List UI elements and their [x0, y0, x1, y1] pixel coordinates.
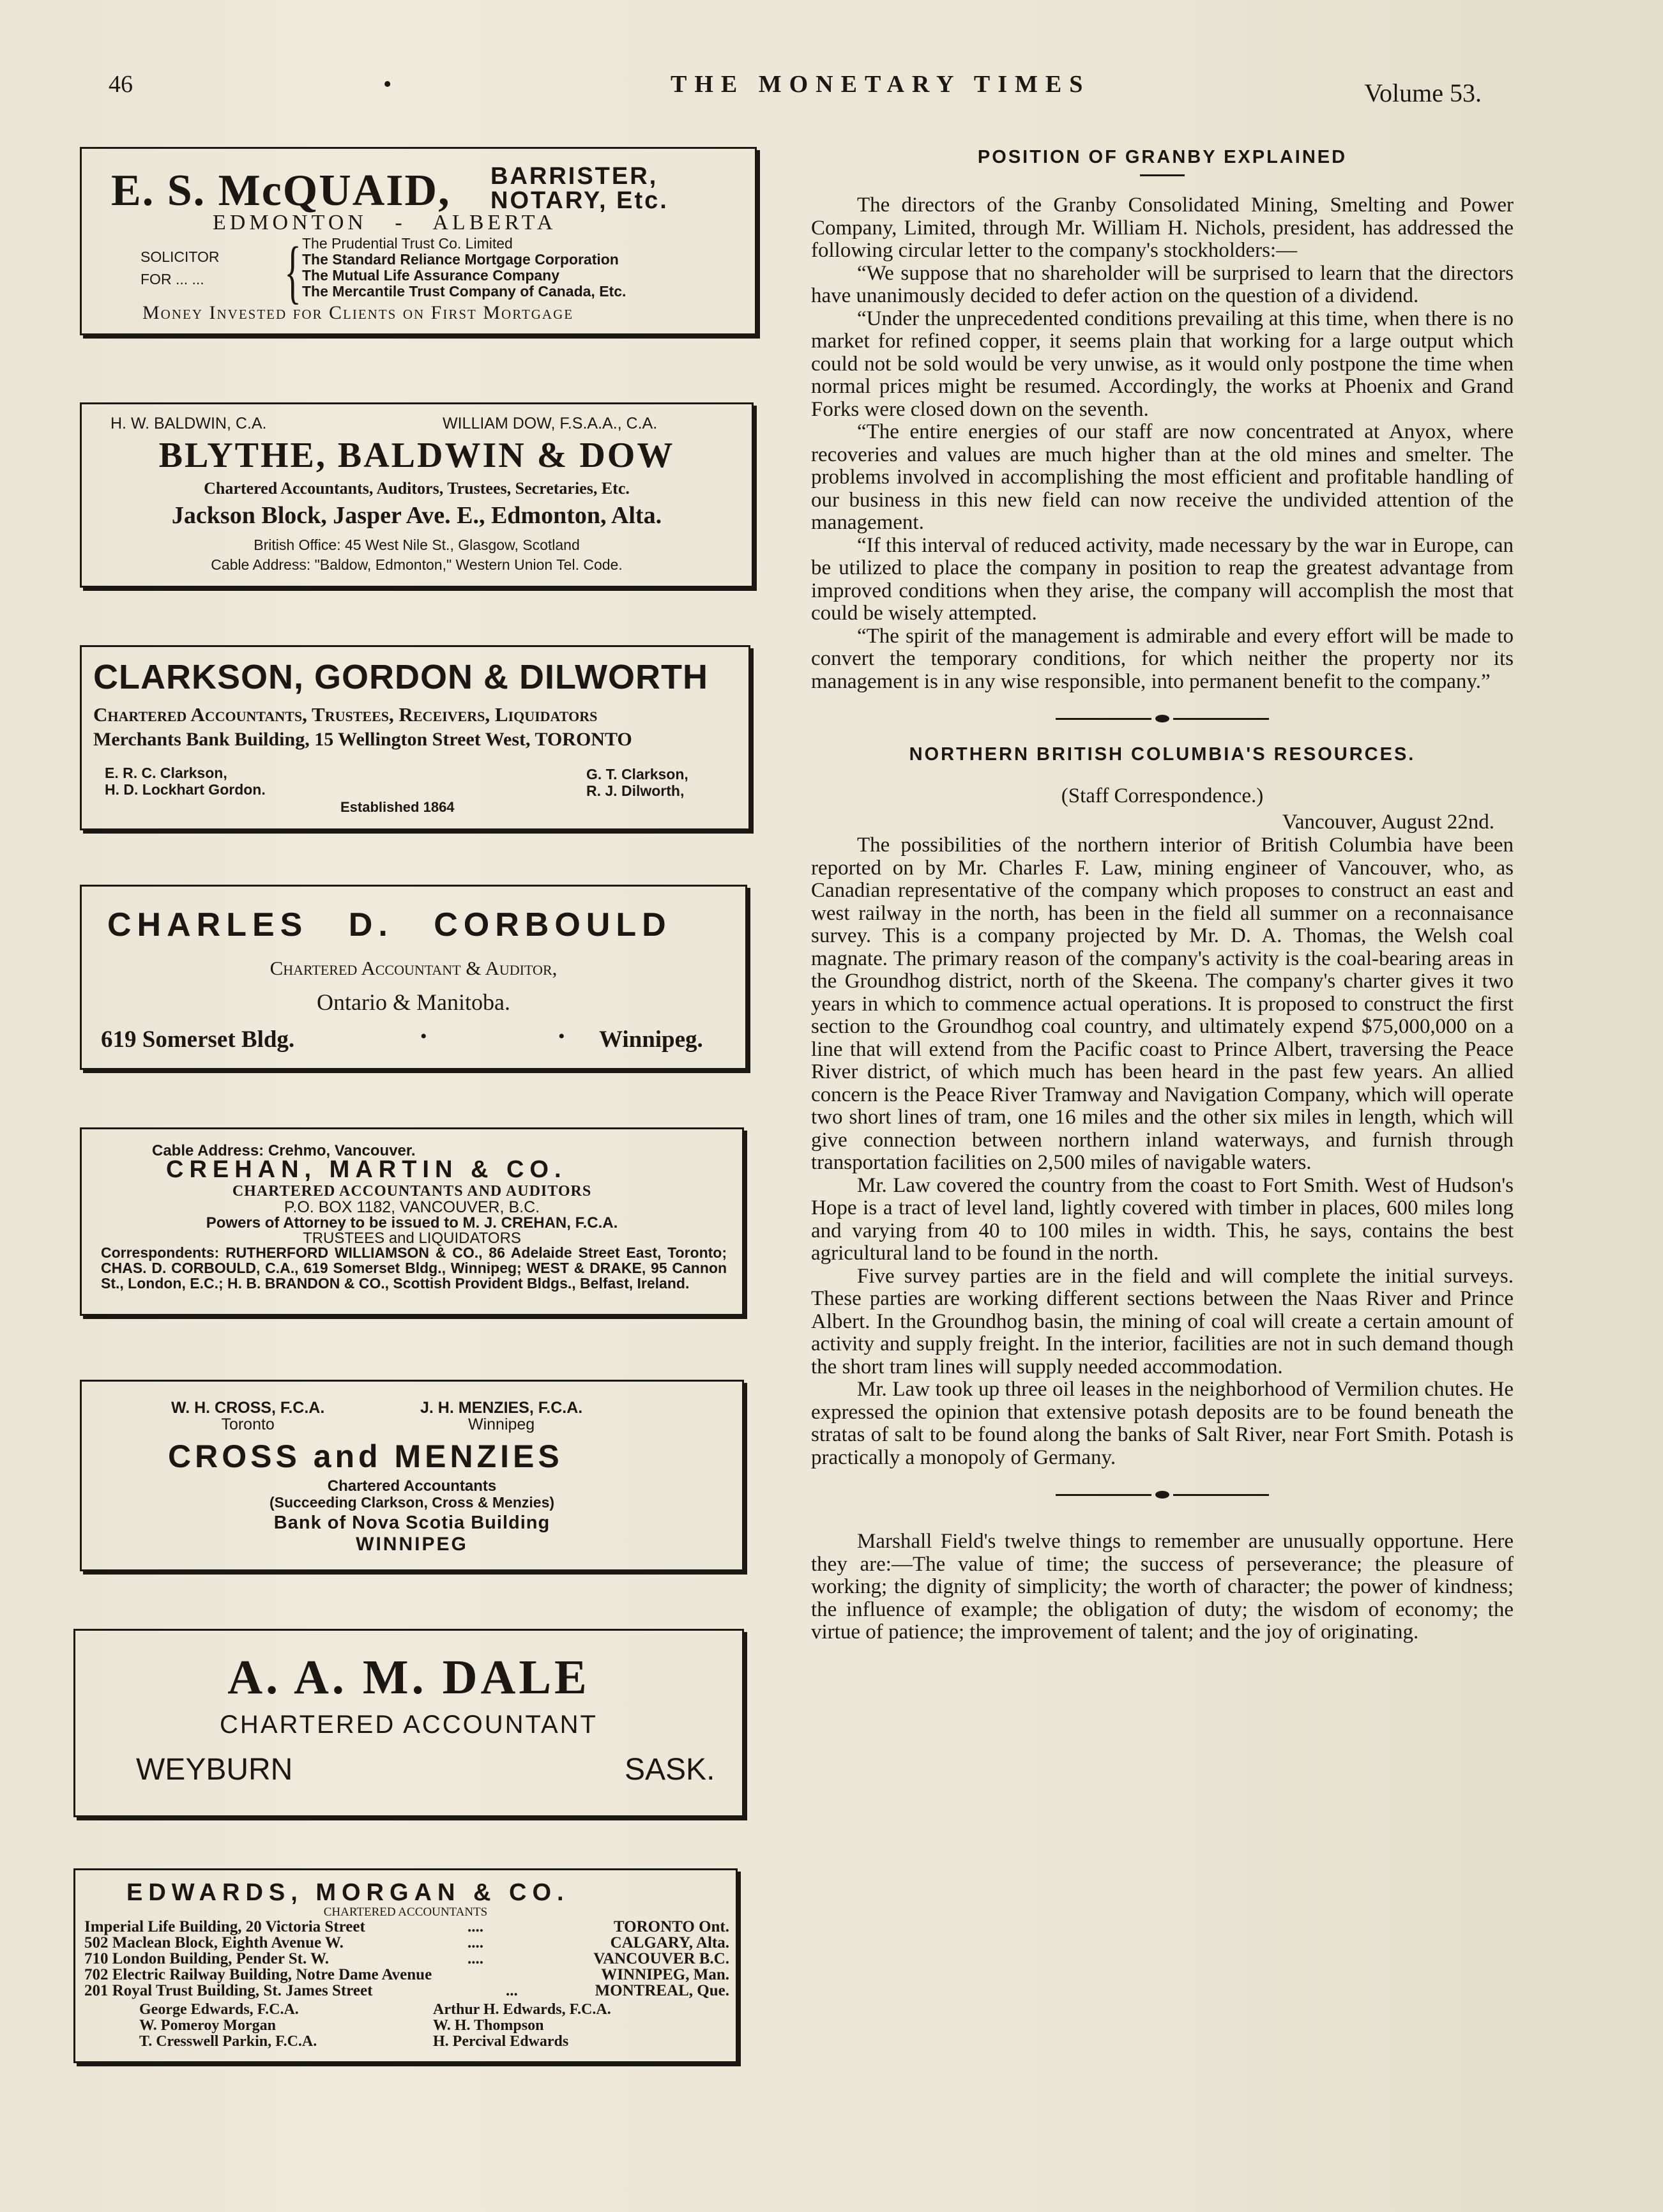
office-row: [84, 1983, 729, 1999]
article-paragraph: “If this interval of reduced activity, made necessary by the war in Europe, can be utilized to place the company in position to reap the greatest advantage from improved conditions when they arise, the company will accomplish the most that could be wisely attempted.: [811, 533, 1514, 625]
article-paragraph: “The entire energies of our staff are now concentrated at Anyox, where recoveries and values are much higher than at the old mines and smelter. The problems involved in accomplishing the most efficient and profitable handling of our business in this new field can now receive the undivided attention of the management.: [811, 420, 1514, 534]
partners-left: [105, 765, 266, 798]
article-paragraph: Mr. Law covered the country from the coast to Fort Smith. West of Hudson's Hope is a tract of level land, lightly covered with timber in places, 600 miles long and varying from 40 to 100 miles in width. This, he says, contains the best agricultural land to be found in the north.: [811, 1173, 1514, 1265]
partner-name: G. T. Clarkson,: [586, 766, 688, 782]
brace: {: [284, 233, 301, 310]
ad-name: BLYTHE, BALDWIN & DOW: [158, 436, 675, 475]
office-city: MONTREAL, Que.: [595, 1982, 729, 1999]
article-title-granby: POSITION OF GRANBY EXPLAINED: [977, 147, 1348, 167]
partner-left: H. W. BALDWIN, C.A.: [110, 415, 267, 432]
partner-name: E. R. C. Clarkson,: [105, 765, 227, 781]
volume-label: Volume 53.: [1364, 79, 1482, 107]
office-address: Imperial Life Building, 20 Victoria Street: [84, 1918, 365, 1935]
correspondents: Correspondents: RUTHERFORD WILLIAMSON & CO., 86 Adelaide Street East, Toronto; CHAS. D. CORBOULD, C.A., 619 Somerset Bldg., Winnipeg; WEST & DRAKE, 95 Cannon St., London, E.C.; H. B. BRANDON & CO., Scottish Provident Bldgs., Belfast, Ireland.: [101, 1244, 727, 1292]
ad-address: Merchants Bank Building, 15 Wellington Street West, TORONTO: [93, 729, 632, 750]
ad-building: Bank of Nova Scotia Building: [273, 1513, 551, 1533]
partner-right: [420, 1400, 582, 1433]
partner-city: Winnipeg: [467, 1415, 535, 1433]
ad-city: WINNIPEG: [356, 1534, 468, 1555]
solicitor-line-1: SOLICITOR: [140, 248, 220, 265]
established: Established 1864: [340, 799, 455, 815]
office-list: [84, 1919, 729, 1999]
ad-crehan-martin: [80, 1127, 744, 1316]
partner-right: WILLIAM DOW, F.S.A.A., C.A.: [443, 415, 658, 432]
masthead: THE MONETARY TIMES: [671, 71, 1091, 98]
title-rule: [1140, 174, 1185, 176]
right-column: [811, 147, 1514, 1644]
ad-services: Chartered Accountants, Trustees, Receivers, Liquidators: [93, 703, 598, 726]
ad-footer: Money Invested for Clients on First Mortgage: [142, 302, 574, 323]
ad-clarkson-gordon-dilworth: [80, 645, 750, 830]
client-list: [302, 236, 626, 300]
article-paragraph: Marshall Field's twelve things to remember are unusually opportune. Here they are:—The value of time; the success of perseverance; the pleasure of working; the dignity of simplicity; the worth of character; the power of kindness; the influence of example; the obligation of duty; the wisdom of economy; the virtue of patience; the improvement of talent; and the joy of originating.: [811, 1530, 1514, 1644]
office-dots: ...: [506, 1982, 518, 1999]
office-address: 502 Maclean Block, Eighth Avenue W.: [84, 1934, 344, 1951]
dateline: Vancouver, August 22nd.: [1282, 811, 1494, 834]
ad-services: CHARTERED ACCOUNTANTS: [323, 1905, 488, 1919]
ad-mcquaid: [80, 147, 757, 335]
article-paragraph: The possibilities of the northern interior of British Columbia have been reported on by Mr. Charles F. Law, mining engineer of Vancouver, who, as Canadian representative of the company which proposes to construct an east and west railway in the north, has been in the field all summer on a reconnaisance survey. This is a company projected by Mr. D. A. Thomas, the Welsh coal magnate. The primary reason of the company's activity is the coal-bearing areas in the Groundhog district, north of the Skeena. The company's charter gives it two years in which to commence actual operations. It is proposed to construct the first section to the Groundhog coal country, and ultimately expend $75,000,000 on a line that will extend from the Pacific coast to Prince Albert, traversing the Peace River district, of which much has been heard in the past few years. An allied concern is the Peace River Tramway and Navigation Company, which will operate two short lines of tram, one 16 miles and the other six miles in length, which will give connection between northern inland waterways, and furnish through transportation facilities on 2,500 miles of navigable waters.: [811, 834, 1514, 1174]
ad-name: E. S. McQUAID,: [111, 166, 451, 215]
office-row: [84, 1951, 729, 1967]
trustees: TRUSTEES and LIQUIDATORS: [303, 1230, 521, 1247]
ad-name: CROSS and MENZIES: [168, 1438, 563, 1474]
partner-name: W. H. Thompson: [433, 2017, 544, 2034]
office-city: TORONTO Ont.: [613, 1918, 729, 1935]
ad-services: CHARTERED ACCOUNTANTS AND AUDITORS: [232, 1183, 592, 1200]
partner-left: [171, 1400, 324, 1433]
office-address: 702 Electric Railway Building, Notre Dame Avenue: [84, 1966, 432, 1983]
ad-title: [490, 164, 669, 213]
article-granby: [811, 194, 1514, 693]
office-address: 201 Royal Trust Building, St. James Street: [84, 1982, 373, 1999]
partners-right: [433, 2002, 611, 2050]
article-title-northern: NORTHERN BRITISH COLUMBIA'S RESOURCES.: [909, 744, 1416, 765]
office-row: [84, 1967, 729, 1983]
ad-name: CREHAN, MARTIN & CO.: [166, 1156, 567, 1183]
client-item: The Standard Reliance Mortgage Corporation: [302, 251, 619, 268]
office-city: WINNIPEG, Man.: [601, 1966, 729, 1983]
partner-name: H. Percival Edwards: [433, 2033, 569, 2050]
ad-name: CLARKSON, GORDON & DILWORTH: [93, 658, 708, 696]
partners-right: [586, 766, 688, 799]
attorney: Powers of Attorney to be issued to M. J. CREHAN, F.C.A.: [206, 1214, 618, 1232]
solicitor-label: [140, 246, 220, 291]
cable-address: Cable Address: "Baldow, Edmonton," Western Union Tel. Code.: [211, 556, 623, 573]
client-item: The Prudential Trust Co. Limited: [302, 235, 513, 252]
page-number: 46: [109, 71, 133, 98]
ad-services: Chartered Accountants: [327, 1477, 497, 1495]
partner-name: W. Pomeroy Morgan: [139, 2017, 276, 2034]
ornament-divider: [811, 1491, 1514, 1499]
partner-name: George Edwards, F.C.A.: [139, 2001, 299, 2018]
ad-services: Chartered Accountants, Auditors, Trustees, Secretaries, Etc.: [204, 479, 630, 498]
office-row: [84, 1935, 729, 1951]
ad-city: WEYBURN: [136, 1753, 293, 1787]
ad-edwards-morgan: [73, 1868, 738, 2063]
article-paragraph: Mr. Law took up three oil leases in the neighborhood of Vermilion chutes. He expressed the opinion that extensive potash deposits are to be found beneath the stratas of salt to be found along the banks of Salt River, near Fort Smith. Potash is practically a monopoly of Germany.: [811, 1378, 1514, 1469]
office-address: 710 London Building, Pender St. W.: [84, 1950, 330, 1967]
ad-title: CHARTERED ACCOUNTANT: [220, 1711, 598, 1739]
partner-name: Arthur H. Edwards, F.C.A.: [433, 2001, 611, 2018]
ad-address: Jackson Block, Jasper Ave. E., Edmonton, Alta.: [171, 502, 662, 529]
ad-address: 619 Somerset Bldg.: [101, 1026, 295, 1053]
article-northern: [811, 834, 1514, 1469]
title-line-2: NOTARY, Etc.: [490, 187, 669, 214]
ad-name: CHARLES D. CORBOULD: [107, 906, 672, 943]
header-dot: •: [383, 71, 392, 98]
office-city: CALGARY, Alta.: [610, 1934, 729, 1951]
partner-name: R. J. Dilworth,: [586, 782, 685, 799]
office-dots: ....: [467, 1934, 483, 1951]
ad-name: EDWARDS, MORGAN & CO.: [126, 1879, 570, 1906]
partner-name: J. H. MENZIES, F.C.A.: [420, 1399, 583, 1417]
po-box: P.O. BOX 1182, VANCOUVER, B.C.: [284, 1198, 540, 1216]
article-paragraph: Five survey parties are in the field and will complete the initial surveys. These parties are working different sections between the Naas River and Prince Albert. In the Groundhog basin, the mining of coal will create a certain amount of activity and supply freight. In the interior, facilities are not in such demand though the short tram lines will supply needed accommodation.: [811, 1264, 1514, 1378]
client-item: The Mercantile Trust Company of Canada, Etc.: [302, 283, 626, 300]
ad-blythe-baldwin-dow: [80, 402, 754, 588]
ad-city: Winnipeg.: [599, 1026, 703, 1053]
title-line-1: BARRISTER,: [490, 163, 658, 190]
ad-provinces: Ontario & Manitoba.: [317, 989, 510, 1015]
solicitor-line-2: FOR ... ...: [140, 271, 204, 287]
office-dots: ....: [467, 1950, 483, 1967]
article-marshall: [811, 1530, 1514, 1644]
byline: (Staff Correspondence.): [1061, 784, 1264, 807]
article-paragraph: “Under the unprecedented conditions prevailing at this time, when there is no market for refined copper, it seems plain that working for a large output which could not be sold would be very unwise, as it would only postpone the time when normal prices might be resumed. Accordingly, the works at Phoenix and Grand Forks were closed down on the seventh.: [811, 307, 1514, 421]
partner-city: Toronto: [221, 1415, 275, 1433]
ad-city: EDMONTON - ALBERTA: [213, 211, 557, 234]
page-header: [109, 70, 1482, 109]
ad-province: SASK.: [625, 1753, 715, 1787]
office-dots: ....: [467, 1918, 483, 1935]
ad-name: A. A. M. DALE: [227, 1651, 590, 1704]
client-item: The Mutual Life Assurance Company: [302, 267, 559, 284]
ornament-divider: [811, 715, 1514, 722]
ad-aam-dale: [73, 1629, 744, 1817]
british-office: British Office: 45 West Nile St., Glasgow, Scotland: [254, 537, 580, 553]
cable-address: Cable Address: Crehmo, Vancouver.: [152, 1142, 416, 1159]
office-city: VANCOUVER B.C.: [593, 1950, 729, 1967]
partner-name: H. D. Lockhart Gordon.: [105, 781, 266, 798]
separator-dots: • •: [420, 1026, 583, 1047]
ad-title: Chartered Accountant & Auditor,: [270, 957, 558, 979]
ad-cross-menzies: [80, 1380, 744, 1571]
article-paragraph: “We suppose that no shareholder will be surprised to learn that the directors have unanimously decided to defer action on the question of a dividend.: [811, 261, 1514, 307]
succeeding: (Succeeding Clarkson, Cross & Menzies): [269, 1494, 555, 1511]
ad-charles-corbould: [80, 885, 747, 1070]
partners-left: [139, 2002, 317, 2050]
article-paragraph: The directors of the Granby Consolidated Mining, Smelting and Power Company, Limited, through Mr. William H. Nichols, president, has addressed the following circular letter to the company's stockholders:—: [811, 194, 1514, 262]
office-row: [84, 1919, 729, 1935]
partner-name: W. H. CROSS, F.C.A.: [171, 1399, 325, 1417]
article-paragraph: “The spirit of the management is admirable and every effort will be made to convert the temporary conditions, for which neither the property nor its management is in any wise responsible, into permanent benefit to the company.”: [811, 624, 1514, 693]
partner-name: T. Cresswell Parkin, F.C.A.: [139, 2033, 317, 2050]
